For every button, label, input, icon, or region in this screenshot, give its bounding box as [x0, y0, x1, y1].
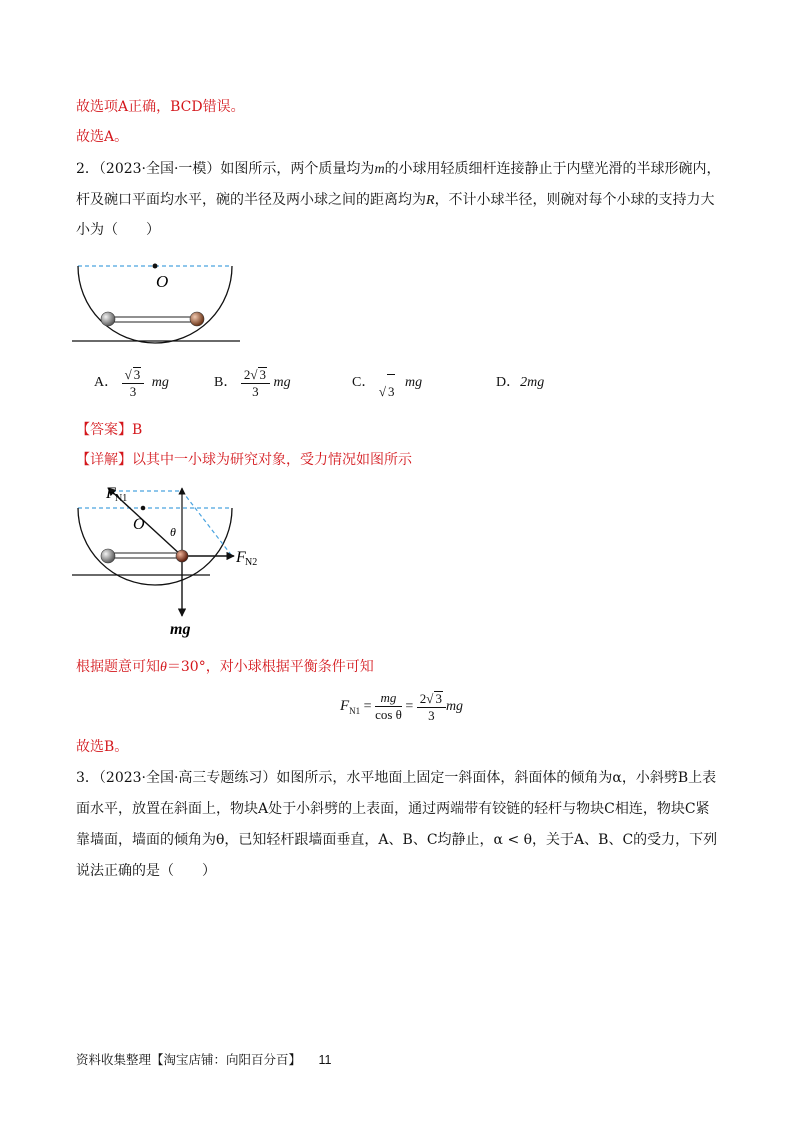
option-a-denominator: 3 [129, 383, 137, 399]
q2-text-b: 的小球用轻质细杆连接静止于内壁光滑的半球形碗内， [384, 161, 721, 177]
option-b-denominator: 3 [252, 383, 259, 399]
center-point-o [141, 506, 146, 511]
q2-line-1 [76, 159, 721, 180]
label-fn2-sub: N2 [245, 557, 258, 568]
label-fn2: F [236, 549, 246, 566]
q2-line-3: 小为（ ） [76, 222, 160, 238]
q3-line-4: 说法正确的是（ ） [76, 863, 216, 879]
q2-line-2 [76, 190, 715, 211]
connecting-rod [110, 317, 196, 322]
option-a-fraction [122, 367, 145, 399]
option-b-radicand: 3 [259, 366, 266, 382]
option-a-label: A． [94, 375, 119, 390]
eq-den-2: 3 [428, 707, 435, 723]
bowl-outline [78, 266, 232, 343]
option-b[interactable] [214, 366, 291, 400]
option-a-radicand: 3 [133, 366, 141, 382]
right-ball [176, 550, 188, 562]
left-ball [101, 549, 115, 563]
q3-line-2: 面水平，放置在斜面上，物块A处于小斜劈的上表面，通过两端带有铰链的轻杆与物块C相连，物块C紧 [76, 801, 710, 817]
q3-line-3: 靠墙面，墙面的倾角为θ，已知轻杆跟墙面垂直，A、B、C均静止，α < θ，关于A、B、C的受力，下列 [76, 832, 718, 848]
radical-sign: √ [426, 690, 434, 706]
eq-radicand: 3 [435, 690, 442, 706]
basis-theta: θ [160, 660, 167, 675]
option-c-tail: mg [404, 375, 423, 390]
basis-line [76, 657, 374, 678]
basis-text-a: 根据题意可知 [76, 659, 160, 675]
eq-fraction-2 [417, 691, 446, 723]
bowl-center-label: O [156, 272, 169, 291]
q3-line-1: 3．（2023·全国·高三专题练习）如图所示，水平地面上固定一斜面体，斜面体的倾角为α，小斜劈B上表 [76, 770, 717, 786]
q2-text-d: ，不计小球半径，则碗对每个小球的支持力大 [434, 192, 715, 208]
label-fn1: F [106, 485, 116, 502]
option-b-tail: mg [273, 375, 291, 390]
option-a-tail: mg [151, 375, 169, 390]
label-o: O [133, 516, 145, 533]
detail-line: 【详解】以其中一小球为研究对象，受力情况如图所示 [76, 452, 412, 468]
parallelogram-right-dashed [182, 491, 232, 556]
option-d-label: D． [496, 375, 521, 390]
q2-mass-symbol: m [374, 162, 385, 177]
option-b-fraction [241, 367, 270, 399]
footer-text: 资料收集整理【淘宝店铺：向阳百分百】 [76, 1053, 302, 1067]
label-theta: θ [170, 525, 176, 539]
radical-sign: √ [378, 384, 386, 399]
page-footer [76, 1050, 331, 1070]
radical-sign: √ [250, 366, 258, 382]
option-b-label: B． [214, 375, 238, 390]
conclusion-line-1: 故选项A正确，BCD错误。 [76, 99, 245, 115]
basis-text-b: ＝30°，对小球根据平衡条件可知 [166, 659, 374, 675]
conclude-line: 故选B。 [76, 739, 129, 755]
page-number: 11 [318, 1053, 332, 1067]
q2-radius-symbol: R [426, 193, 435, 208]
option-a[interactable] [94, 366, 169, 400]
eq-den-1: cos θ [375, 707, 402, 723]
option-c-root [379, 374, 396, 409]
bowl-figure [70, 256, 245, 346]
radical-sign: √ [124, 366, 132, 382]
option-c-label: C． [352, 375, 376, 390]
q2-text-c: 杆及碗口平面均水平，碗的半径及两小球之间的距离均为 [76, 192, 426, 208]
option-c-radicand: 3 [387, 374, 396, 409]
answer-line: 【答案】B [76, 422, 143, 438]
label-fn1-sub: N1 [115, 493, 128, 504]
option-d-text: 2mg [520, 375, 545, 390]
eq-coef: 2 [419, 690, 427, 706]
right-ball [190, 312, 204, 326]
force-diagram [70, 476, 285, 641]
option-d[interactable] [496, 366, 544, 400]
label-mg: mg [170, 621, 191, 638]
eq-fraction-1 [375, 691, 402, 722]
eq-equals-2: = [405, 699, 414, 714]
connecting-rod [110, 553, 181, 558]
option-b-coef: 2 [243, 366, 251, 382]
conclusion-line-2: 故选A。 [76, 129, 129, 145]
left-ball [101, 312, 115, 326]
force-equation [340, 686, 463, 731]
eq-force-symbol: F [340, 698, 350, 714]
eq-num-1: mg [375, 691, 402, 707]
eq-equals-1: = [363, 699, 372, 714]
eq-force-subscript: N1 [349, 705, 361, 716]
eq-tail: mg [445, 699, 464, 714]
option-c[interactable] [352, 366, 422, 409]
q2-text-a: 2．（2023·全国·一模）如图所示，两个质量均为 [76, 161, 375, 177]
bowl-outline [78, 508, 232, 585]
bowl-center-point [153, 264, 158, 269]
